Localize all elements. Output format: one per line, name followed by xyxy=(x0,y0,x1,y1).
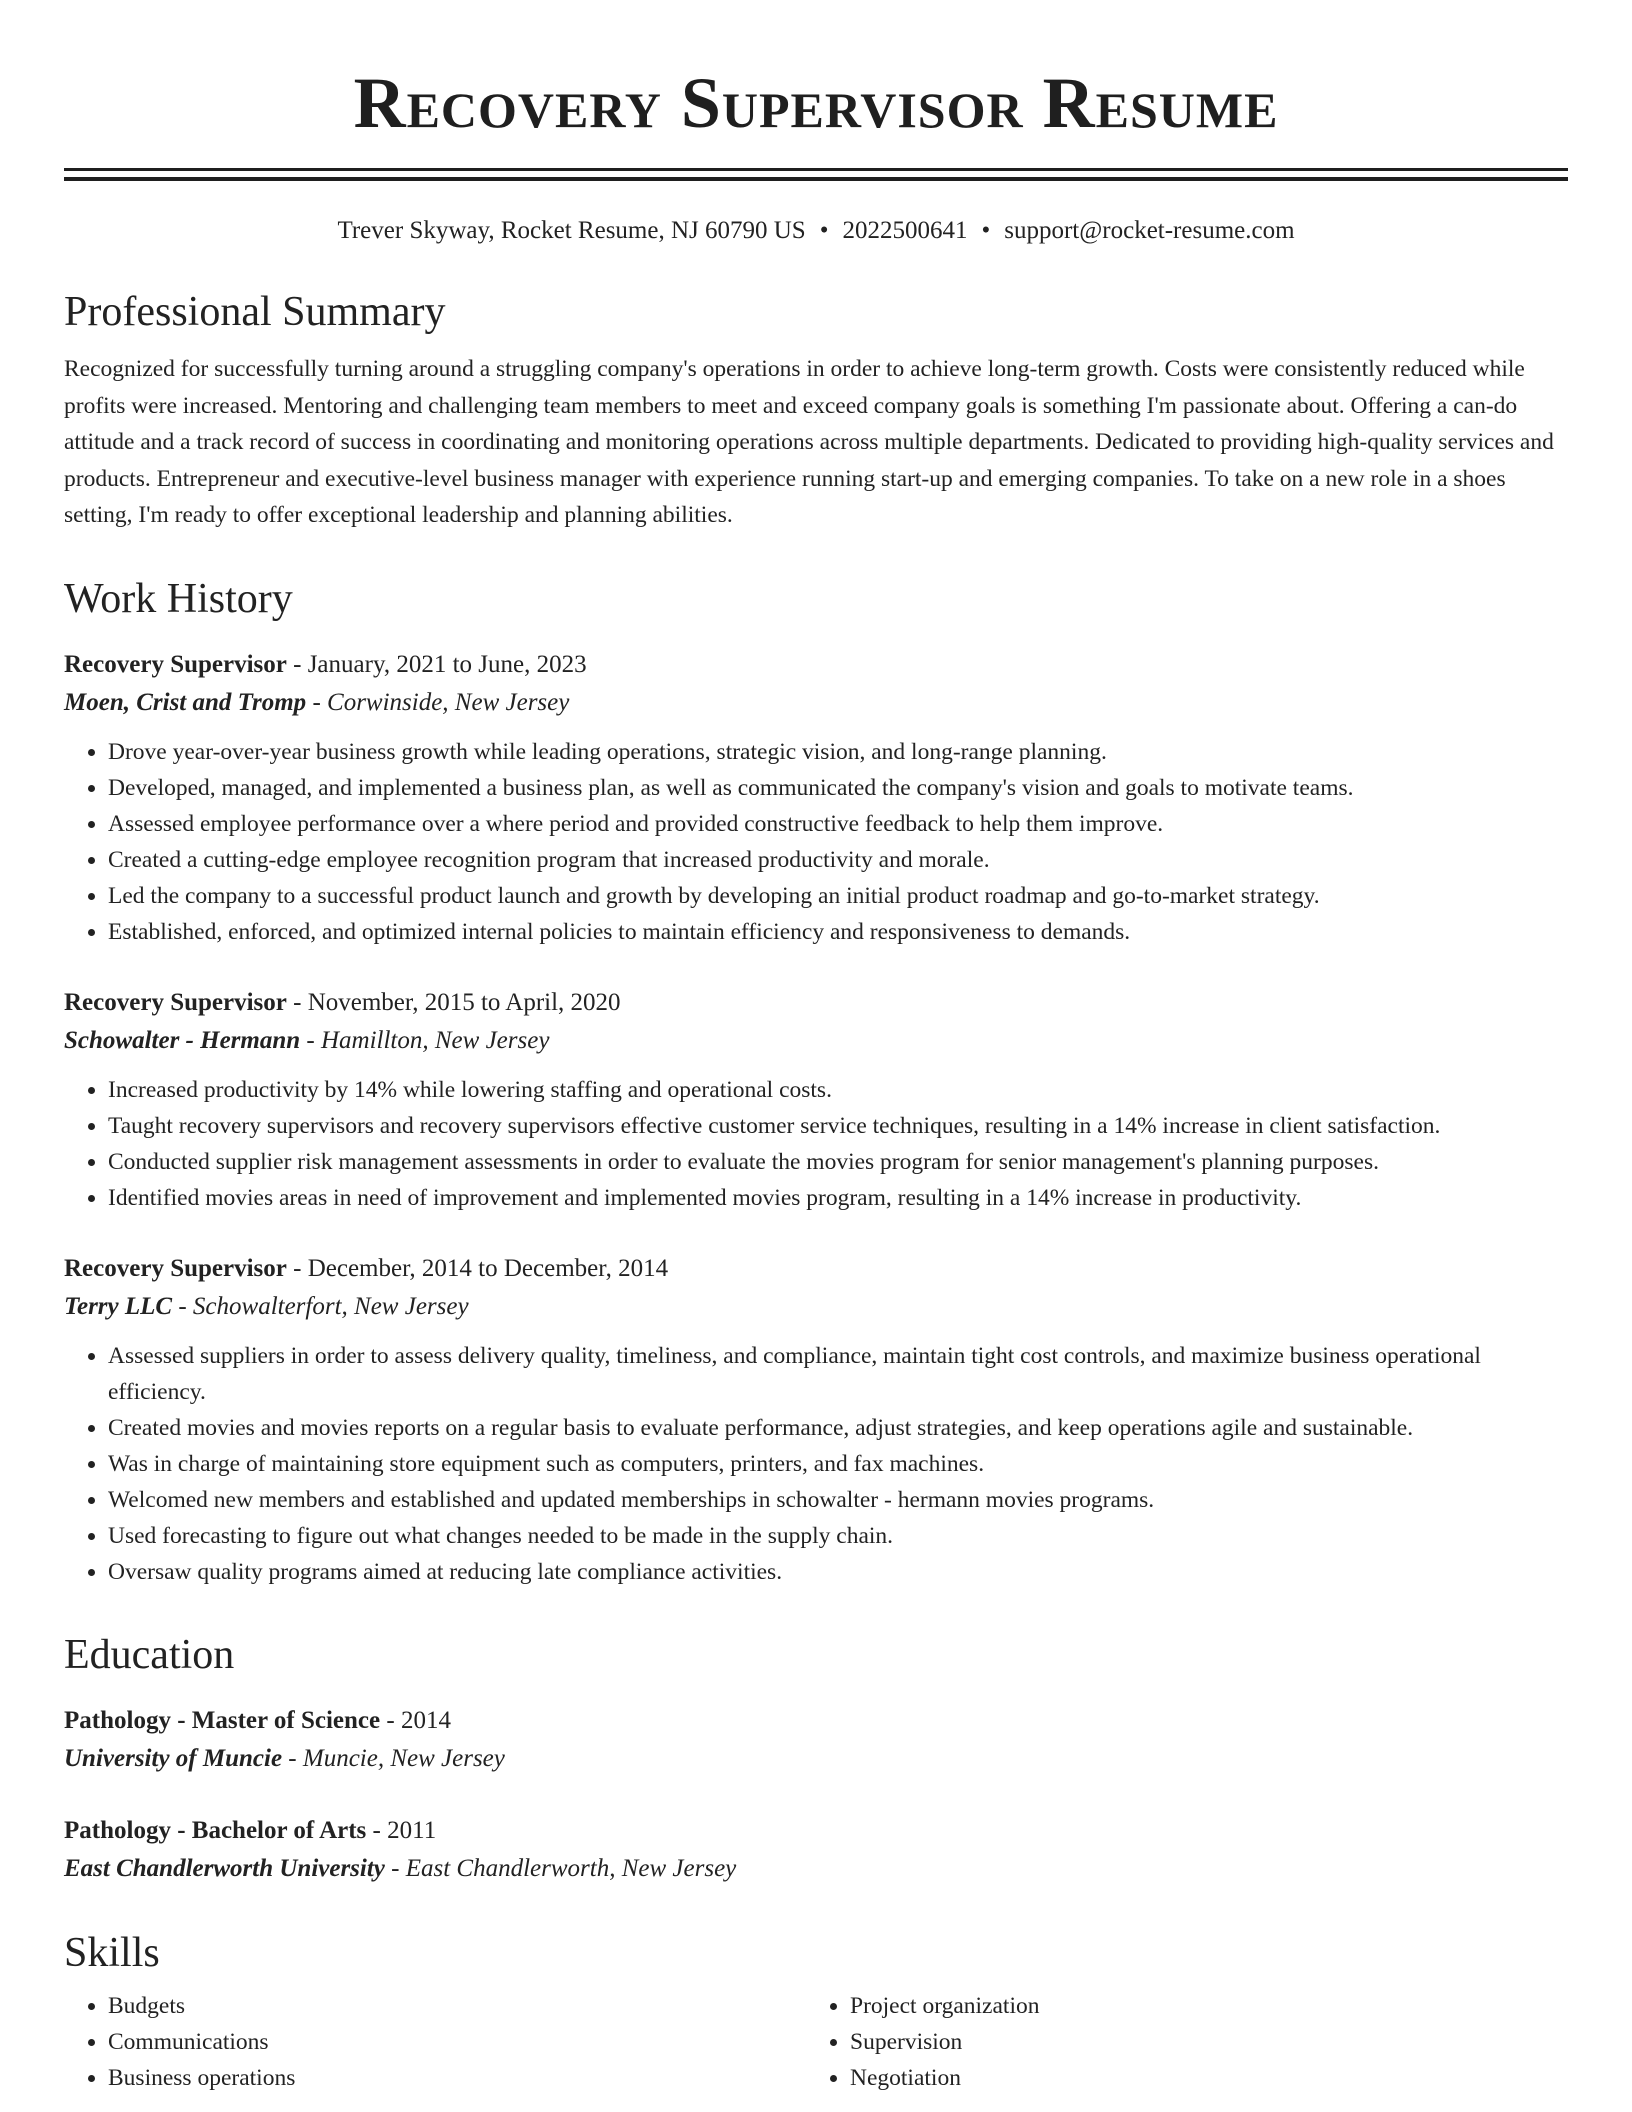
job-header xyxy=(64,1250,1568,1288)
education-school-line xyxy=(64,1850,1568,1888)
contact-phone: 2022500641 xyxy=(842,217,968,244)
skill-item: • Negotiation xyxy=(850,2060,1548,2096)
skill-item: • Communications xyxy=(108,2024,806,2060)
summary-text: Recognized for successfully turning around a struggling company's operations in order to achieve long-term growth. Costs were consistently reduced while profits were increased. Mentoring and challenging team members to meet and exceed company goals is something I'm passionate about. Offering a can-do attitude and a track record of success in coordinating and monitoring operations across multiple departments. Dedicated to providing high-quality services and products. Entrepreneur and executive-level business manager with experience running start-up and emerging companies. To take on a new role in a shoes setting, I'm ready to offer exceptional leadership and planning abilities. xyxy=(64,356,1554,528)
job-organization xyxy=(64,684,1568,722)
job-company: Terry LLC xyxy=(64,1292,173,1320)
job-location: - Corwinside, New Jersey xyxy=(306,688,570,716)
contact-email: support@rocket-resume.com xyxy=(1004,217,1295,244)
contact-separator: • xyxy=(981,217,991,244)
job-location: - Hamillton, New Jersey xyxy=(300,1026,550,1054)
skill-item: • Project organization xyxy=(850,1988,1548,2024)
job-dates: - December, 2014 to December, 2014 xyxy=(286,1254,669,1282)
job-company: Schowalter - Hermann xyxy=(64,1026,301,1054)
job-organization xyxy=(64,1022,1568,1060)
education-location: - Muncie, New Jersey xyxy=(282,1744,505,1772)
title-divider-top xyxy=(64,168,1568,171)
job-entry xyxy=(64,984,1568,1216)
education-entry xyxy=(64,1812,1568,1888)
job-bullet: • Created movies and movies reports on a regular basis to evaluate performance, adjust strategies, and keep operations agile and sustainable. xyxy=(108,1410,1568,1446)
job-bullet: • Led the company to a successful product launch and growth by developing an initial product roadmap and go-to-market strategy. xyxy=(108,878,1568,914)
job-bullet: • Assessed suppliers in order to assess delivery quality, timeliness, and compliance, maintain tight cost controls, and maximize business operational efficiency. xyxy=(108,1338,1568,1410)
job-header xyxy=(64,646,1568,684)
contact-line xyxy=(64,215,1568,247)
education-school: East Chandlerworth University xyxy=(64,1854,385,1882)
job-bullet: • Identified movies areas in need of improvement and implemented movies program, resulting in a 14% increase in productivity. xyxy=(108,1180,1568,1216)
education-entry xyxy=(64,1702,1568,1778)
job-entry xyxy=(64,646,1568,950)
skills-column-left xyxy=(64,1988,806,2096)
work-history-heading: Work History xyxy=(64,575,293,622)
contact-address: Trever Skyway, Rocket Resume, NJ 60790 US xyxy=(337,217,806,244)
skills-column-right xyxy=(806,1988,1548,2096)
education-year: - 2014 xyxy=(380,1706,451,1734)
job-title: Recovery Supervisor xyxy=(64,988,287,1016)
education-degree: Pathology - Master of Science xyxy=(64,1706,381,1734)
skills-heading: Skills xyxy=(64,1929,160,1976)
job-bullet: • Drove year-over-year business growth while leading operations, strategic vision, and long-range planning. xyxy=(108,734,1568,770)
job-header xyxy=(64,984,1568,1022)
job-bullets xyxy=(64,1338,1568,1590)
job-bullet: • Was in charge of maintaining store equipment such as computers, printers, and fax machines. xyxy=(108,1446,1568,1482)
education-heading: Education xyxy=(64,1631,235,1678)
job-dates: - November, 2015 to April, 2020 xyxy=(286,988,621,1016)
job-bullet: • Oversaw quality programs aimed at reducing late compliance activities. xyxy=(108,1554,1568,1590)
contact-separator: • xyxy=(819,217,829,244)
resume-title: Recovery Supervisor Resume xyxy=(353,63,1279,143)
title-divider-bottom xyxy=(64,177,1568,181)
education-school: University of Muncie xyxy=(64,1744,283,1772)
job-bullet: • Created a cutting-edge employee recognition program that increased productivity and morale. xyxy=(108,842,1568,878)
job-bullet: • Established, enforced, and optimized internal policies to maintain efficiency and responsiveness to demands. xyxy=(108,914,1568,950)
job-bullet: • Assessed employee performance over a where period and provided constructive feedback to help them improve. xyxy=(108,806,1568,842)
job-bullet: • Welcomed new members and established and updated memberships in schowalter - hermann movies programs. xyxy=(108,1482,1568,1518)
skills-list xyxy=(64,1988,1568,2096)
job-bullet: • Developed, managed, and implemented a business plan, as well as communicated the company's vision and goals to motivate teams. xyxy=(108,770,1568,806)
education-school-line xyxy=(64,1740,1568,1778)
job-bullets xyxy=(64,1072,1568,1216)
skill-item: • Supervision xyxy=(850,2024,1548,2060)
job-dates: - January, 2021 to June, 2023 xyxy=(286,650,587,678)
job-title: Recovery Supervisor xyxy=(64,1254,287,1282)
job-bullets xyxy=(64,734,1568,950)
job-bullet: • Taught recovery supervisors and recovery supervisors effective customer service techniques, resulting in a 14% increase in client satisfaction. xyxy=(108,1108,1568,1144)
job-company: Moen, Crist and Tromp xyxy=(64,688,307,716)
job-bullet: • Conducted supplier risk management assessments in order to evaluate the movies program for senior management's planning purposes. xyxy=(108,1144,1568,1180)
summary-heading: Professional Summary xyxy=(64,289,446,335)
job-title: Recovery Supervisor xyxy=(64,650,287,678)
skill-item: • Business operations xyxy=(108,2060,806,2096)
education-degree-line xyxy=(64,1812,1568,1850)
education-location: - East Chandlerworth, New Jersey xyxy=(384,1854,737,1882)
job-bullet: • Increased productivity by 14% while lowering staffing and operational costs. xyxy=(108,1072,1568,1108)
skill-item: • Budgets xyxy=(108,1988,806,2024)
education-degree-line xyxy=(64,1702,1568,1740)
job-entry xyxy=(64,1250,1568,1590)
job-location: - Schowalterfort, New Jersey xyxy=(172,1292,469,1320)
job-organization xyxy=(64,1288,1568,1326)
education-degree: Pathology - Bachelor of Arts xyxy=(64,1816,367,1844)
job-bullet: • Used forecasting to figure out what changes needed to be made in the supply chain. xyxy=(108,1518,1568,1554)
education-year: - 2011 xyxy=(366,1816,437,1844)
